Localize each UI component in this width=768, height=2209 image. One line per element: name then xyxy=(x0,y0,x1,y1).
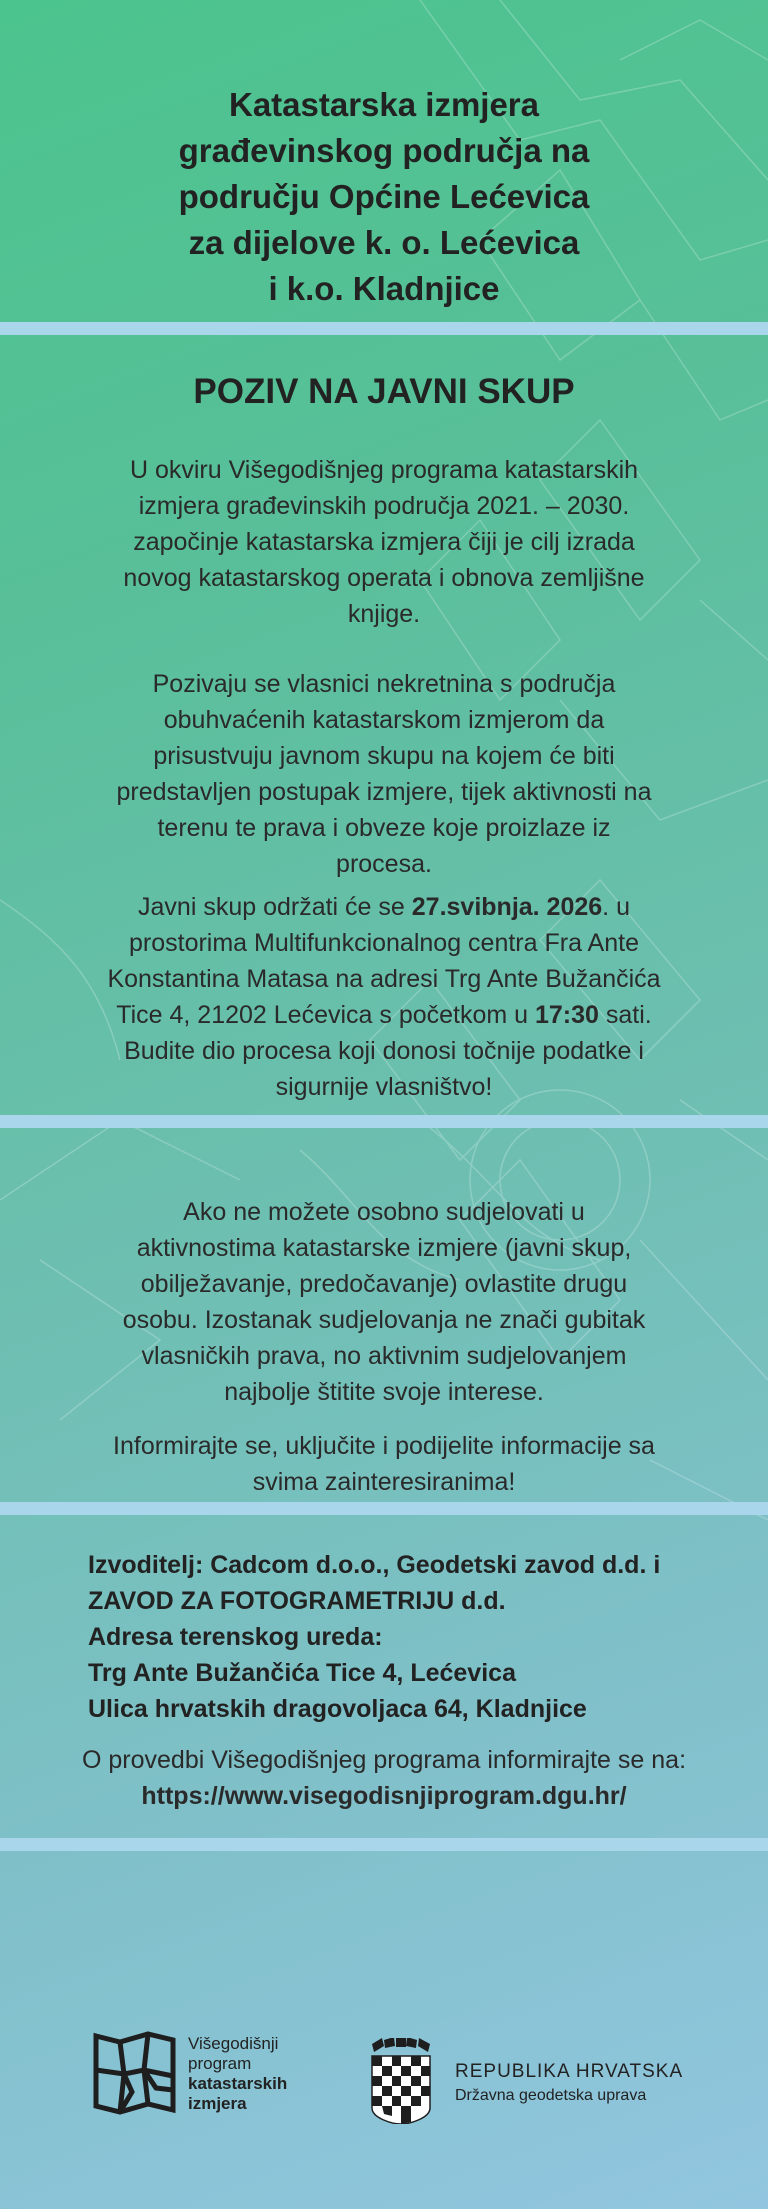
text-line: započinje katastarska izmjera čiji je cilj izrada xyxy=(133,528,635,556)
program-logo-icon xyxy=(92,2030,177,2115)
coat-of-arms-icon xyxy=(370,2038,432,2124)
text-line: ZAVOD ZA FOTOGRAMETRIJU d.d. xyxy=(88,1587,506,1615)
republic-title: REPUBLIKA HRVATSKA xyxy=(455,2061,684,2082)
text-line: Budite dio procesa koji donosi točnije podatke i xyxy=(124,1037,644,1065)
meeting-time: 17:30 xyxy=(535,1001,599,1029)
meeting-date: 27.svibnja. 2026 xyxy=(411,893,603,921)
text-line: Ako ne možete osobno sudjelovati u xyxy=(183,1198,585,1226)
heading: POZIV NA JAVNI SKUP xyxy=(193,372,575,411)
text-line: izmjera građevinskih područja 2021. – 2030. xyxy=(138,492,630,520)
text-line: najbolje štitite svoje interese. xyxy=(224,1378,544,1406)
poster-title xyxy=(60,82,708,312)
title-line: području Općine Lećevica xyxy=(178,178,590,215)
text-line: Trg Ante Bužančića Tice 4, Lećevica xyxy=(88,1659,516,1687)
title-line: i k.o. Kladnjice xyxy=(268,270,500,307)
text-line: procesa. xyxy=(336,850,432,878)
text-line: svima zainteresiranima! xyxy=(252,1468,516,1496)
text-line: obilježavanje, predočavanje) ovlastite drugu xyxy=(140,1270,628,1298)
divider-band xyxy=(0,322,768,335)
inform-paragraph xyxy=(60,1428,708,1500)
text-line: vlasničkih prava, no aktivnim sudjelovanjem xyxy=(141,1342,627,1370)
program-logo-text xyxy=(188,2034,287,2114)
text-line: Adresa terenskog ureda: xyxy=(88,1623,383,1651)
text-line: knjige. xyxy=(347,600,421,628)
program-url-link[interactable]: https://www.visegodisnjiprogram.dgu.hr/ xyxy=(141,1782,627,1810)
text-line: prostorima Multifunkcionalnog centra Fra Ante xyxy=(129,929,639,957)
text-line: osobu. Izostanak sudjelovanja ne znači gubitak xyxy=(122,1306,646,1334)
text-line: U okviru Višegodišnjeg programa katastarskih xyxy=(129,456,639,484)
proxy-paragraph xyxy=(60,1194,708,1410)
title-line: Katastarska izmjera xyxy=(228,86,540,123)
text-line: aktivnostima katastarske izmjere (javni skup, xyxy=(136,1234,632,1262)
divider-band xyxy=(0,1838,768,1851)
text-line: Informirajte se, uključite i podijelite informacije sa xyxy=(113,1432,655,1460)
meeting-text: Tice 4, 21202 Lećevica s početkom u xyxy=(116,1001,535,1029)
meeting-paragraph xyxy=(60,889,708,1033)
title-line: građevinskog područja na xyxy=(178,132,590,169)
meeting-text: sati. xyxy=(598,1001,652,1029)
republic-text xyxy=(455,2060,683,2108)
text-line: prisustvuju javnom skupu na kojem će biti xyxy=(153,742,615,770)
meeting-text: Javni skup održati će se xyxy=(138,893,412,921)
process-paragraph xyxy=(60,1033,708,1105)
contractor-block xyxy=(88,1547,728,1727)
intro-paragraph xyxy=(60,452,708,632)
text-line: Konstantina Matasa na adresi Trg Ante Bužančića xyxy=(107,965,661,993)
text-line: Ulica hrvatskih dragovoljaca 64, Kladnjice xyxy=(88,1695,587,1723)
invite-paragraph xyxy=(60,666,708,882)
text-line: Pozivaju se vlasnici nekretnina s područja xyxy=(152,670,616,698)
title-line: za dijelove k. o. Lećevica xyxy=(188,224,580,261)
meeting-text: . u xyxy=(602,893,630,921)
logo-line: katastarskih xyxy=(188,2074,288,2093)
republic-subtitle: Državna geodetska uprava xyxy=(455,2087,647,2104)
text-line: sigurnije vlasništvo! xyxy=(275,1073,493,1101)
logo-line: Višegodišnji xyxy=(188,2034,279,2053)
logo-line: izmjera xyxy=(188,2094,247,2113)
text-line: novog katastarskog operata i obnova zemljišne xyxy=(123,564,645,592)
info-paragraph xyxy=(40,1742,728,1814)
text-line: O provedbi Višegodišnjeg programa informirajte se na: xyxy=(81,1746,687,1774)
text-line: obuhvaćenih katastarskom izmjerom da xyxy=(163,706,605,734)
text-line: terenu te prava i obveze koje proizlaze iz xyxy=(157,814,611,842)
divider-band xyxy=(0,1115,768,1128)
divider-band xyxy=(0,1502,768,1515)
text-line xyxy=(60,997,708,1033)
text-line: Izvoditelj: Cadcom d.o.o., Geodetski zavod d.d. i xyxy=(88,1551,661,1579)
text-line: predstavljen postupak izmjere, tijek aktivnosti na xyxy=(116,778,652,806)
logo-line: program xyxy=(188,2054,252,2073)
text-line xyxy=(60,889,708,925)
